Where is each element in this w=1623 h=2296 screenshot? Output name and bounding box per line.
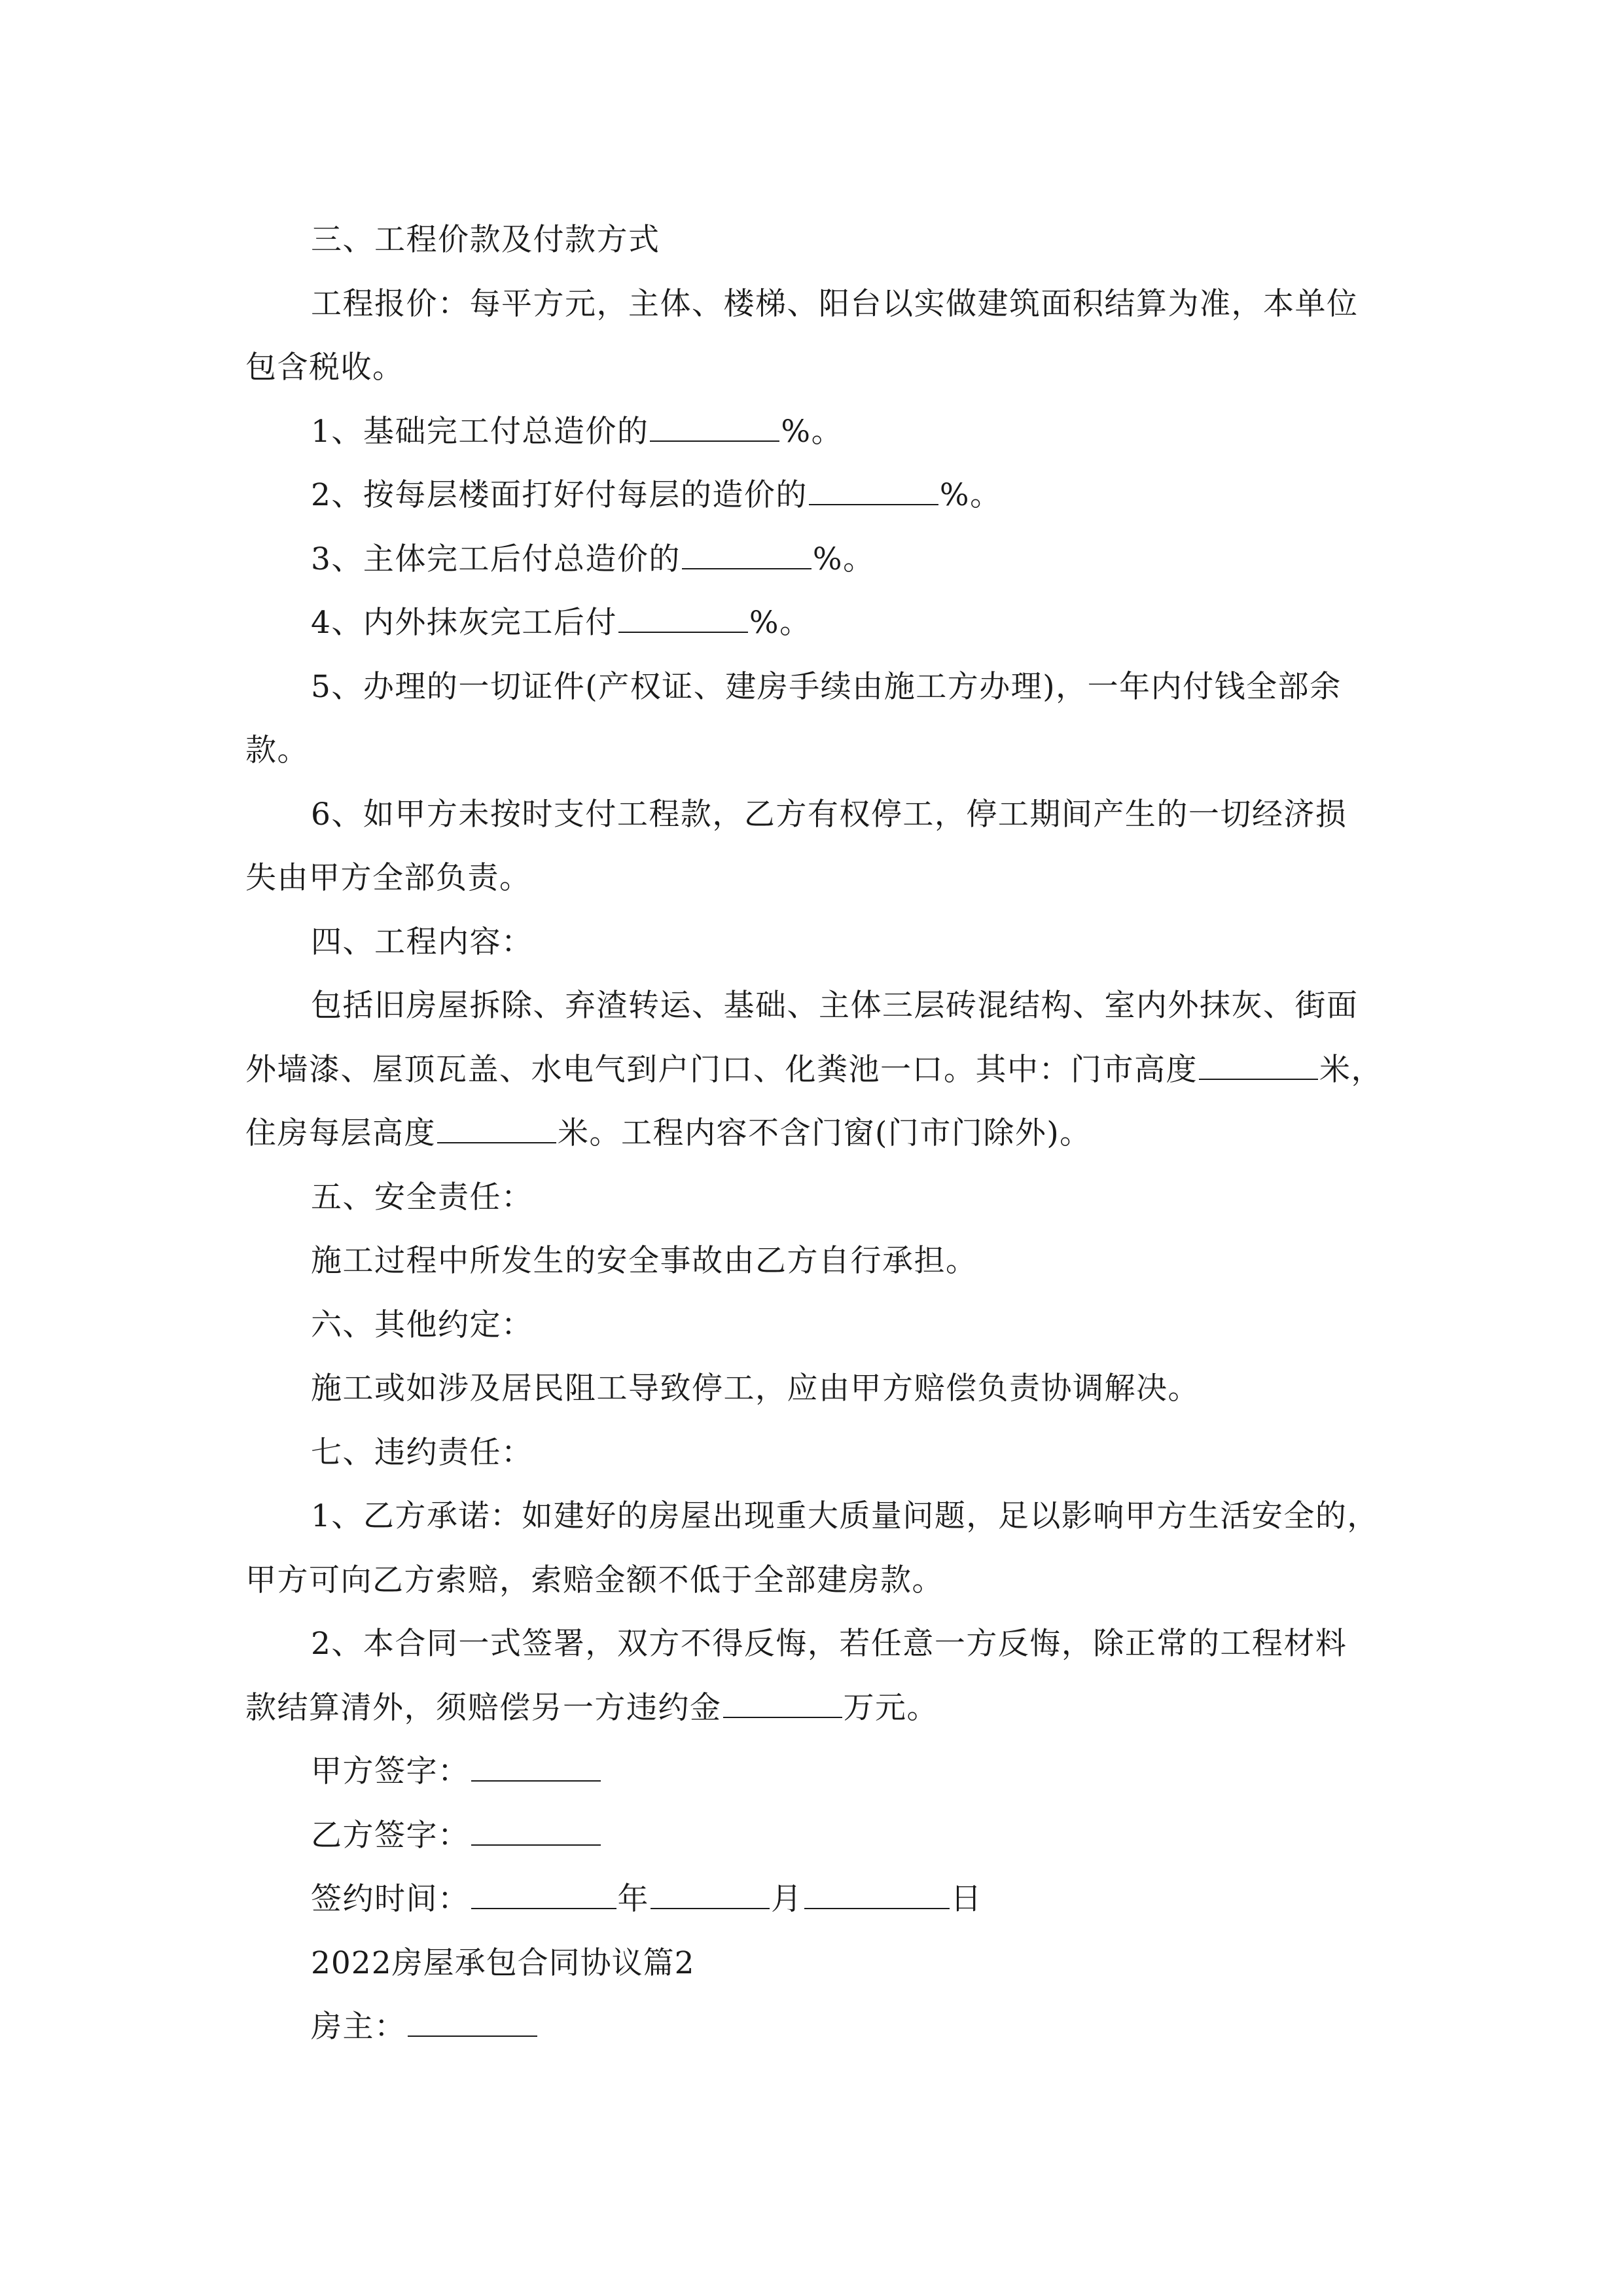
- paragraph-quote-line: [245, 336, 1384, 400]
- section-heading-safety: [245, 1166, 1384, 1230]
- month-label: 月: [771, 1881, 803, 1917]
- other-paragraph: [245, 1357, 1384, 1421]
- item-suffix: %。: [812, 541, 875, 577]
- blank-fill-field[interactable]: [1199, 1056, 1318, 1080]
- item-suffix: %。: [781, 413, 844, 450]
- section-heading-scope: [245, 910, 1384, 975]
- breach-item-1: [245, 1484, 1384, 1549]
- blank-fill-field[interactable]: [650, 418, 779, 442]
- section-heading-other: [245, 1293, 1384, 1357]
- payment-item-1: [245, 400, 1384, 464]
- scope-paragraph-line: [245, 1038, 1384, 1102]
- item-text: 2、本合同一式签署，双方不得反悔，若任意一方反悔，除正常的工程材料: [311, 1626, 1347, 1662]
- item-text: 款。: [245, 732, 309, 768]
- paragraph-text: 包括旧房屋拆除、弃渣转运、基础、主体三层砖混结构、室内外抹灰、街面: [311, 988, 1359, 1024]
- blank-fill-field[interactable]: [437, 1120, 556, 1143]
- paragraph-text: 外墙漆、屋顶瓦盖、水电气到户门口、化粪池一口。其中：门市高度: [245, 1051, 1198, 1088]
- blank-fill-field[interactable]: [618, 609, 748, 633]
- blank-fill-field[interactable]: [682, 546, 812, 569]
- signing-date: [245, 1867, 1384, 1931]
- party-b-signature: [245, 1804, 1384, 1868]
- item-suffix: %。: [939, 477, 1002, 513]
- section-heading-text: 六、其他约定：: [311, 1306, 533, 1343]
- breach-item-2: [245, 1612, 1384, 1676]
- paragraph-quote-line: [245, 272, 1384, 336]
- section-heading-text: 五、安全责任：: [311, 1179, 533, 1215]
- year-label: 年: [617, 1881, 649, 1917]
- paragraph-text: 工程报价：每平方元，主体、楼梯、阳台以实做建筑面积结算为准，本单位: [311, 285, 1359, 322]
- article-title: [245, 1931, 1384, 1996]
- date-year-field[interactable]: [471, 1886, 616, 1909]
- item-text: 失由甲方全部负责。: [245, 860, 531, 896]
- safety-paragraph: [245, 1229, 1384, 1293]
- payment-item-5-cont: [245, 719, 1384, 783]
- signature-label: 甲方签字：: [311, 1753, 470, 1789]
- signature-field[interactable]: [471, 1822, 601, 1846]
- section-heading-text: 四、工程内容：: [311, 924, 533, 960]
- owner-label: 房主：: [311, 2009, 406, 2045]
- payment-item-6: [245, 783, 1384, 847]
- paragraph-text: 住房每层高度: [245, 1115, 436, 1151]
- item-text: 4、内外抹灰完工后付: [311, 605, 617, 641]
- blank-fill-field[interactable]: [809, 482, 938, 505]
- owner-line: [245, 1995, 1384, 2059]
- section-heading-text: 三、工程价款及付款方式: [311, 222, 660, 258]
- owner-field[interactable]: [408, 2013, 537, 2037]
- blank-fill-field[interactable]: [723, 1695, 842, 1718]
- item-text: 万元。: [843, 1689, 938, 1726]
- day-label: 日: [950, 1881, 982, 1917]
- item-text: 6、如甲方未按时支付工程款，乙方有权停工，停工期间产生的一切经济损: [311, 796, 1347, 833]
- scope-paragraph-line: [245, 1102, 1384, 1166]
- item-text: 2、按每层楼面打好付每层的造价的: [311, 477, 808, 513]
- payment-item-5: [245, 655, 1384, 719]
- date-month-field[interactable]: [651, 1886, 770, 1909]
- breach-item-2-cont: [245, 1676, 1384, 1740]
- breach-item-1-cont: [245, 1549, 1384, 1613]
- section-heading-breach: [245, 1421, 1384, 1485]
- item-text: 款结算清外，须赔偿另一方违约金: [245, 1689, 722, 1726]
- item-text: 甲方可向乙方索赔，索赔金额不低于全部建房款。: [245, 1562, 944, 1598]
- signature-field[interactable]: [471, 1758, 601, 1782]
- payment-item-6-cont: [245, 846, 1384, 910]
- payment-item-2: [245, 463, 1384, 528]
- item-text: 1、基础完工付总造价的: [311, 413, 649, 450]
- item-text: 5、办理的一切证件(产权证、建房手续由施工方办理)，一年内付钱全部余: [311, 668, 1342, 705]
- article-title-text: 2022房屋承包合同协议篇2: [311, 1945, 695, 1981]
- item-text: 1、乙方承诺：如建好的房屋出现重大质量问题，足以影响甲方生活安全的，: [311, 1498, 1379, 1534]
- item-text: 3、主体完工后付总造价的: [311, 541, 681, 577]
- document-body: [245, 208, 1384, 2059]
- section-heading-text: 七、违约责任：: [311, 1434, 533, 1471]
- signature-label: 乙方签字：: [311, 1817, 470, 1854]
- payment-item-4: [245, 591, 1384, 655]
- scope-paragraph-line: [245, 974, 1384, 1038]
- date-label: 签约时间：: [311, 1881, 470, 1917]
- item-suffix: %。: [749, 605, 812, 641]
- paragraph-text: 包含税收。: [245, 350, 404, 386]
- paragraph-text: 施工或如涉及居民阻工导致停工，应由甲方赔偿负责协调解决。: [311, 1371, 1200, 1407]
- date-day-field[interactable]: [804, 1886, 950, 1909]
- paragraph-text: 施工过程中所发生的安全事故由乙方自行承担。: [311, 1243, 978, 1279]
- section-heading-payment: [245, 208, 1384, 272]
- payment-item-3: [245, 528, 1384, 592]
- paragraph-text: 米，: [1319, 1051, 1383, 1088]
- party-a-signature: [245, 1740, 1384, 1804]
- paragraph-text: 米。工程内容不含门窗(门市门除外)。: [558, 1115, 1092, 1151]
